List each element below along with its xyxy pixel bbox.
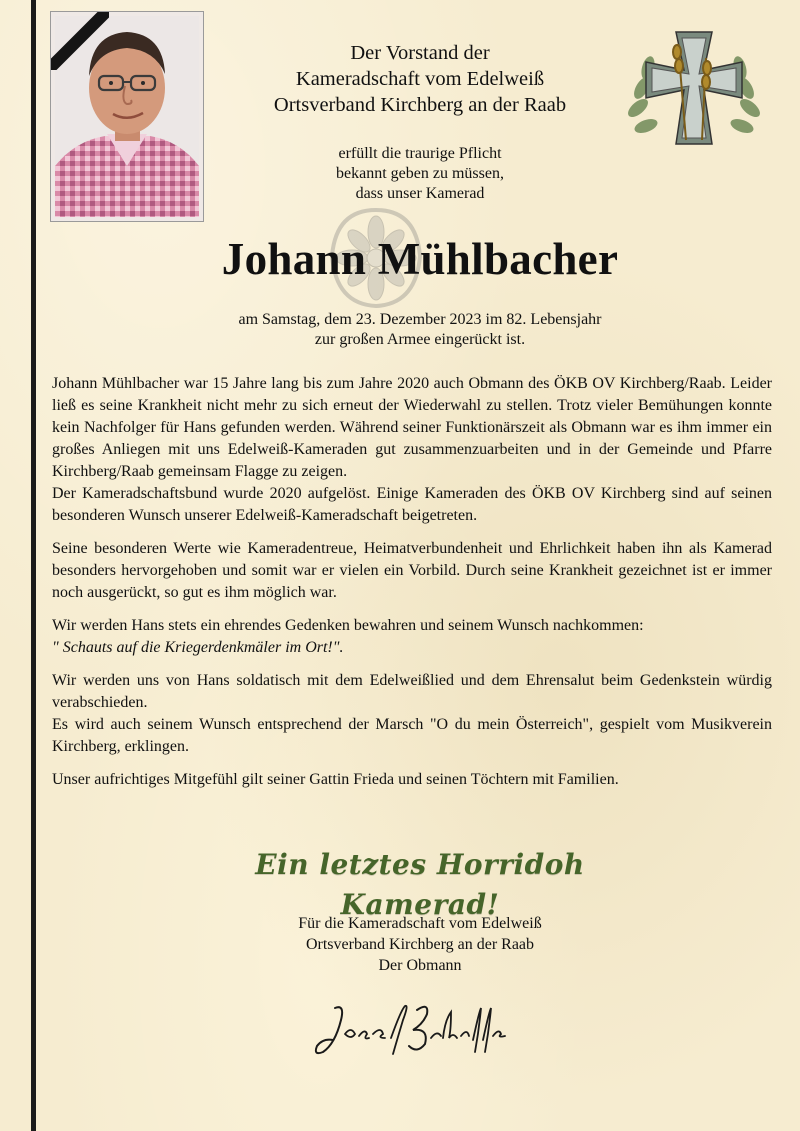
memorial-quote: " Schauts auf die Kriegerdenkmäler im Ort!". [52,639,344,656]
paragraph-condolences: Unser aufrichtiges Mitgefühl gilt seiner Gattin Frieda und seinen Töchtern mit Familien. [52,771,619,788]
intro-line: erfüllt die traurige Pflicht [338,145,502,162]
mourning-border [31,0,36,1131]
intro-line: dass unser Kamerad [355,185,485,202]
handwritten-signature [305,1000,515,1060]
paragraph-values: Seine besonderen Werte wie Kameradentreue, Heimatverbundenheit und Ehrlichkeit haben ihn als Kamerad besonders hervorgehoben und somit war er vielen ein Vorbild. Durch seine Krankheit gezeichnet ist er immer noch ausgerückt, so gut es ihm möglich war. [52,540,772,601]
paragraph-text: Johann Mühlbacher war 15 Jahre lang bis zum Jahre 2020 auch Obmann des ÖKB OV Kirchberg/Raab. Leider ließ es seine Krankheit nicht mehr zu sich erneut der Wiederwahl zu stellen. Trotz vieler Bemühungen konnte kein Nachfolger für Hans gefunden werden. Während seiner Funktionärszeit als Obmann war es ihm immer ein großes Anliegen mit uns Edelweiß-Kameraden gut zusammenzuarbeiten und in der Gemeinde und Pfarre Kirchberg/Raab gemeinsam Flagge zu zeigen. [52,375,772,480]
paragraph-farewell-ceremony [52,670,772,758]
issuer-line: Kameradschaft vom Edelweiß [295,68,545,90]
paragraph-text: Es wird auch seinem Wunsch entsprechend der Marsch "O du mein Österreich", gespielt vom Musikverein Kirchberg, erklingen. [52,716,772,755]
intro-line: bekannt geben zu müssen, [336,165,504,182]
paragraph-text: Wir werden uns von Hans soldatisch mit dem Edelweißlied und dem Ehrensalut beim Gedenkstein würdig verabschieden. [52,672,772,711]
death-date-statement [150,310,690,350]
issuer-heading [230,40,610,118]
closing-signatory-block [230,913,610,976]
obituary-body [52,373,772,802]
farewell-motto: Ein letztes Horridoh Kamerad! [255,848,585,921]
deceased-name: Johann Mühlbacher [221,234,619,284]
closing-line: Ortsverband Kirchberg an der Raab [305,936,535,953]
paragraph-text: Der Kameradschaftsbund wurde 2020 aufgelöst. Einige Kameraden des ÖKB OV Kirchberg sind auf seinen besonderen Wunsch unserer Edelweiß-Kameradschaft beigetreten. [52,485,772,524]
issuer-line: Der Vorstand der [350,42,490,64]
date-line: zur großen Armee eingerückt ist. [314,331,526,348]
paragraph-biography [52,373,772,527]
closing-line: Für die Kameradschaft vom Edelweiß [298,915,542,932]
closing-line: Der Obmann [378,957,462,974]
issuer-line: Ortsverband Kirchberg an der Raab [273,94,567,116]
mourning-ribbon [51,12,109,70]
date-line: am Samstag, dem 23. Dezember 2023 im 82. Lebensjahr [238,311,602,328]
cross-emblem-icon [628,28,760,148]
portrait-photo [50,11,204,222]
paragraph-text: Wir werden Hans stets ein ehrendes Gedenken bewahren und seinem Wunsch nachkommen: [52,617,644,634]
paragraph-memory [52,615,772,659]
announcement-intro [260,144,580,204]
